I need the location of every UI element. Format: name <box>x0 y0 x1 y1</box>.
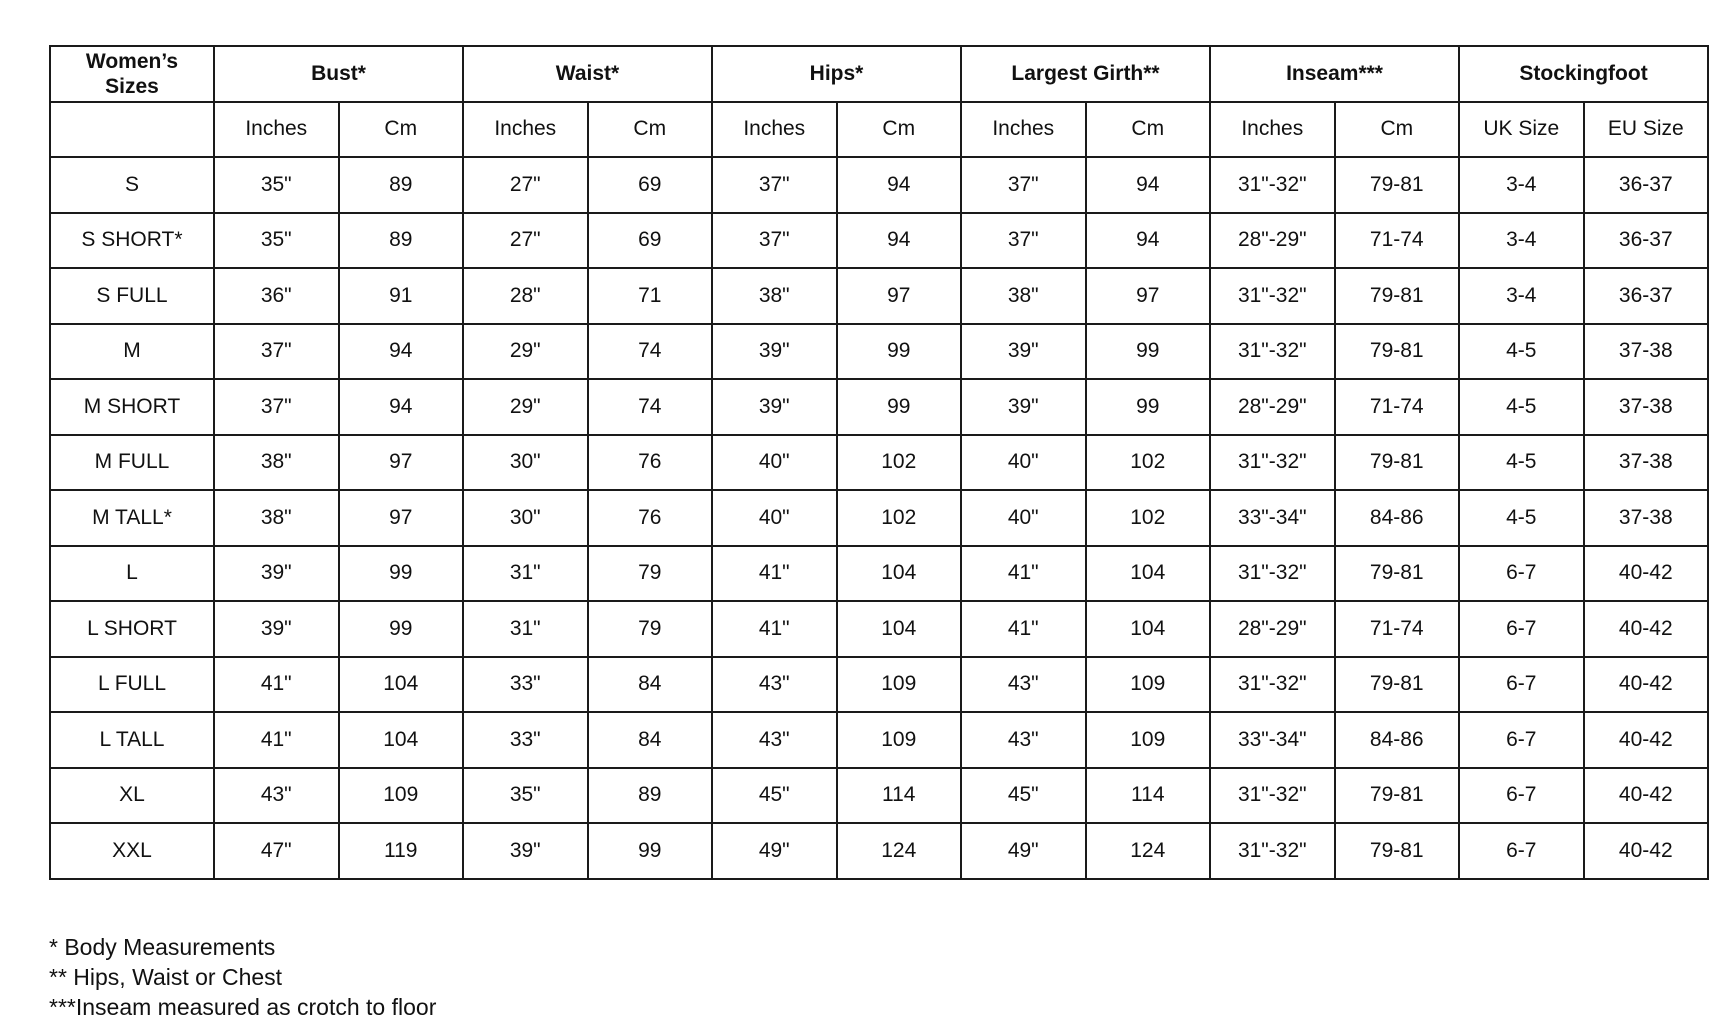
measurement-cell: 79-81 <box>1335 768 1460 824</box>
measurement-cell: 33"-34" <box>1210 490 1335 546</box>
table-row <box>50 768 1708 824</box>
measurement-cell: 99 <box>339 546 464 602</box>
measurement-cell: 35" <box>214 157 339 213</box>
measurement-cell: 6-7 <box>1459 823 1584 879</box>
measurement-cell: 94 <box>339 379 464 435</box>
measurement-cell: 79 <box>588 546 713 602</box>
measurement-cell: 99 <box>588 823 713 879</box>
measurement-cell: 37" <box>712 213 837 269</box>
measurement-cell: 94 <box>339 324 464 380</box>
measurement-cell: 49" <box>961 823 1086 879</box>
measurement-cell: 31"-32" <box>1210 157 1335 213</box>
measurement-cell: 114 <box>837 768 962 824</box>
table-row <box>50 657 1708 713</box>
measurement-cell: 39" <box>463 823 588 879</box>
measurement-cell: 39" <box>214 546 339 602</box>
unit-header: Inches <box>712 102 837 158</box>
measurement-cell: 94 <box>837 157 962 213</box>
measurement-cell: 41" <box>961 546 1086 602</box>
measurement-cell: 38" <box>712 268 837 324</box>
unit-header: Cm <box>339 102 464 158</box>
measurement-cell: 40" <box>712 490 837 546</box>
measurement-cell: 69 <box>588 213 713 269</box>
measurement-cell: 71-74 <box>1335 379 1460 435</box>
measurement-cell: 43" <box>712 712 837 768</box>
measurement-cell: 28" <box>463 268 588 324</box>
measurement-cell: 79-81 <box>1335 546 1460 602</box>
measurement-cell: 38" <box>961 268 1086 324</box>
measurement-cell: 47" <box>214 823 339 879</box>
measurement-cell: 40" <box>961 435 1086 491</box>
group-header-inseam: Inseam*** <box>1210 46 1459 102</box>
measurement-cell: 4-5 <box>1459 379 1584 435</box>
corner-header <box>50 46 214 102</box>
corner-label-line2: Sizes <box>105 74 159 98</box>
footnotes <box>49 932 436 1022</box>
footnote-largest-girth: ** Hips, Waist or Chest <box>49 964 283 990</box>
measurement-cell: 84 <box>588 712 713 768</box>
measurement-cell: 38" <box>214 435 339 491</box>
measurement-cell: 40" <box>712 435 837 491</box>
measurement-cell: 124 <box>1086 823 1211 879</box>
measurement-cell: 39" <box>961 379 1086 435</box>
measurement-cell: 3-4 <box>1459 213 1584 269</box>
measurement-cell: 40-42 <box>1584 823 1709 879</box>
measurement-cell: 37" <box>214 324 339 380</box>
measurement-cell: 40" <box>961 490 1086 546</box>
size-label: M TALL* <box>50 490 214 546</box>
measurement-cell: 27" <box>463 157 588 213</box>
measurement-cell: 91 <box>339 268 464 324</box>
group-header-bust: Bust* <box>214 46 463 102</box>
measurement-cell: 6-7 <box>1459 712 1584 768</box>
size-label: S FULL <box>50 268 214 324</box>
size-label: L TALL <box>50 712 214 768</box>
unit-header: Inches <box>214 102 339 158</box>
measurement-cell: 97 <box>837 268 962 324</box>
measurement-cell: 39" <box>712 324 837 380</box>
measurement-cell: 99 <box>837 379 962 435</box>
measurement-cell: 102 <box>1086 435 1211 491</box>
measurement-cell: 30" <box>463 435 588 491</box>
measurement-cell: 71-74 <box>1335 601 1460 657</box>
measurement-cell: 89 <box>588 768 713 824</box>
measurement-cell: 37-38 <box>1584 490 1709 546</box>
measurement-cell: 74 <box>588 324 713 380</box>
corner-label-line1: Women’s <box>85 49 179 73</box>
table-row <box>50 712 1708 768</box>
measurement-cell: 84-86 <box>1335 712 1460 768</box>
measurement-cell: 35" <box>463 768 588 824</box>
measurement-cell: 6-7 <box>1459 657 1584 713</box>
measurement-cell: 31" <box>463 546 588 602</box>
measurement-cell: 6-7 <box>1459 768 1584 824</box>
measurement-cell: 4-5 <box>1459 435 1584 491</box>
measurement-cell: 104 <box>837 546 962 602</box>
measurement-cell: 79-81 <box>1335 823 1460 879</box>
measurement-cell: 104 <box>339 712 464 768</box>
measurement-cell: 37-38 <box>1584 379 1709 435</box>
measurement-cell: 41" <box>214 712 339 768</box>
unit-header-row <box>50 102 1708 158</box>
measurement-cell: 6-7 <box>1459 601 1584 657</box>
measurement-cell: 79 <box>588 601 713 657</box>
measurement-cell: 94 <box>1086 213 1211 269</box>
measurement-cell: 36-37 <box>1584 157 1709 213</box>
table-row <box>50 546 1708 602</box>
measurement-cell: 28"-29" <box>1210 379 1335 435</box>
measurement-cell: 102 <box>837 435 962 491</box>
measurement-cell: 76 <box>588 490 713 546</box>
measurement-cell: 109 <box>837 712 962 768</box>
measurement-cell: 3-4 <box>1459 157 1584 213</box>
footnote-inseam: ***Inseam measured as crotch to floor <box>49 994 437 1020</box>
measurement-cell: 49" <box>712 823 837 879</box>
measurement-cell: 39" <box>712 379 837 435</box>
measurement-cell: 97 <box>1086 268 1211 324</box>
measurement-cell: 40-42 <box>1584 601 1709 657</box>
measurement-cell: 114 <box>1086 768 1211 824</box>
measurement-cell: 79-81 <box>1335 157 1460 213</box>
measurement-cell: 99 <box>339 601 464 657</box>
measurement-cell: 84 <box>588 657 713 713</box>
measurement-cell: 31"-32" <box>1210 268 1335 324</box>
group-header-hips: Hips* <box>712 46 961 102</box>
measurement-cell: 43" <box>961 712 1086 768</box>
unit-header: Inches <box>961 102 1086 158</box>
measurement-cell: 104 <box>1086 601 1211 657</box>
measurement-cell: 45" <box>712 768 837 824</box>
unit-header-empty <box>50 102 214 158</box>
measurement-cell: 99 <box>837 324 962 380</box>
table-row <box>50 379 1708 435</box>
measurement-cell: 27" <box>463 213 588 269</box>
measurement-cell: 40-42 <box>1584 657 1709 713</box>
measurement-cell: 104 <box>1086 546 1211 602</box>
measurement-cell: 37" <box>961 157 1086 213</box>
measurement-cell: 40-42 <box>1584 546 1709 602</box>
size-label: XXL <box>50 823 214 879</box>
measurement-cell: 71 <box>588 268 713 324</box>
measurement-cell: 40-42 <box>1584 768 1709 824</box>
size-label: M <box>50 324 214 380</box>
measurement-cell: 109 <box>837 657 962 713</box>
measurement-cell: 33" <box>463 712 588 768</box>
measurement-cell: 6-7 <box>1459 546 1584 602</box>
table-row <box>50 823 1708 879</box>
measurement-cell: 36" <box>214 268 339 324</box>
measurement-cell: 99 <box>1086 379 1211 435</box>
measurement-cell: 37" <box>712 157 837 213</box>
measurement-cell: 33"-34" <box>1210 712 1335 768</box>
measurement-cell: 31"-32" <box>1210 768 1335 824</box>
group-header-stockingfoot: Stockingfoot <box>1459 46 1708 102</box>
measurement-cell: 41" <box>712 546 837 602</box>
measurement-cell: 39" <box>214 601 339 657</box>
table-row <box>50 490 1708 546</box>
measurement-cell: 76 <box>588 435 713 491</box>
measurement-cell: 4-5 <box>1459 324 1584 380</box>
measurement-cell: 94 <box>837 213 962 269</box>
table-row <box>50 435 1708 491</box>
measurement-cell: 40-42 <box>1584 712 1709 768</box>
size-label: L <box>50 546 214 602</box>
measurement-cell: 41" <box>712 601 837 657</box>
measurement-cell: 71-74 <box>1335 213 1460 269</box>
table-row <box>50 157 1708 213</box>
measurement-cell: 84-86 <box>1335 490 1460 546</box>
measurement-cell: 43" <box>961 657 1086 713</box>
table-row <box>50 601 1708 657</box>
measurement-cell: 39" <box>961 324 1086 380</box>
measurement-cell: 79-81 <box>1335 435 1460 491</box>
measurement-cell: 89 <box>339 213 464 269</box>
measurement-cell: 43" <box>712 657 837 713</box>
table-row <box>50 268 1708 324</box>
measurement-cell: 38" <box>214 490 339 546</box>
unit-header: Cm <box>1335 102 1460 158</box>
measurement-cell: 97 <box>339 490 464 546</box>
measurement-cell: 124 <box>837 823 962 879</box>
measurement-cell: 31"-32" <box>1210 546 1335 602</box>
measurement-cell: 28"-29" <box>1210 213 1335 269</box>
footnote-body-measurements: * Body Measurements <box>49 934 276 960</box>
measurement-cell: 97 <box>339 435 464 491</box>
unit-header: EU Size <box>1584 102 1709 158</box>
measurement-cell: 74 <box>588 379 713 435</box>
size-chart-table <box>49 45 1709 880</box>
size-label: L SHORT <box>50 601 214 657</box>
measurement-cell: 102 <box>1086 490 1211 546</box>
measurement-cell: 37-38 <box>1584 435 1709 491</box>
measurement-cell: 29" <box>463 379 588 435</box>
measurement-cell: 36-37 <box>1584 268 1709 324</box>
group-header-largest-girth: Largest Girth** <box>961 46 1210 102</box>
unit-header: Cm <box>837 102 962 158</box>
size-label: M SHORT <box>50 379 214 435</box>
measurement-cell: 4-5 <box>1459 490 1584 546</box>
measurement-cell: 109 <box>339 768 464 824</box>
group-header-waist: Waist* <box>463 46 712 102</box>
measurement-cell: 109 <box>1086 657 1211 713</box>
unit-header: UK Size <box>1459 102 1584 158</box>
unit-header: Cm <box>588 102 713 158</box>
measurement-cell: 99 <box>1086 324 1211 380</box>
size-label: M FULL <box>50 435 214 491</box>
measurement-cell: 35" <box>214 213 339 269</box>
measurement-cell: 3-4 <box>1459 268 1584 324</box>
measurement-cell: 43" <box>214 768 339 824</box>
measurement-cell: 45" <box>961 768 1086 824</box>
unit-header: Inches <box>1210 102 1335 158</box>
measurement-cell: 30" <box>463 490 588 546</box>
group-header-row <box>50 46 1708 102</box>
unit-header: Inches <box>463 102 588 158</box>
measurement-cell: 102 <box>837 490 962 546</box>
measurement-cell: 104 <box>339 657 464 713</box>
unit-header: Cm <box>1086 102 1211 158</box>
measurement-cell: 31"-32" <box>1210 657 1335 713</box>
size-rows <box>50 157 1708 879</box>
measurement-cell: 89 <box>339 157 464 213</box>
measurement-cell: 28"-29" <box>1210 601 1335 657</box>
measurement-cell: 37" <box>961 213 1086 269</box>
size-label: L FULL <box>50 657 214 713</box>
measurement-cell: 79-81 <box>1335 324 1460 380</box>
measurement-cell: 31"-32" <box>1210 435 1335 491</box>
measurement-cell: 69 <box>588 157 713 213</box>
measurement-cell: 79-81 <box>1335 657 1460 713</box>
size-label: XL <box>50 768 214 824</box>
measurement-cell: 41" <box>961 601 1086 657</box>
measurement-cell: 41" <box>214 657 339 713</box>
measurement-cell: 104 <box>837 601 962 657</box>
table-row <box>50 324 1708 380</box>
measurement-cell: 109 <box>1086 712 1211 768</box>
measurement-cell: 36-37 <box>1584 213 1709 269</box>
size-label: S SHORT* <box>50 213 214 269</box>
measurement-cell: 37" <box>214 379 339 435</box>
measurement-cell: 31"-32" <box>1210 823 1335 879</box>
measurement-cell: 119 <box>339 823 464 879</box>
measurement-cell: 31"-32" <box>1210 324 1335 380</box>
measurement-cell: 31" <box>463 601 588 657</box>
measurement-cell: 33" <box>463 657 588 713</box>
size-label: S <box>50 157 214 213</box>
measurement-cell: 37-38 <box>1584 324 1709 380</box>
measurement-cell: 94 <box>1086 157 1211 213</box>
measurement-cell: 79-81 <box>1335 268 1460 324</box>
table-row <box>50 213 1708 269</box>
measurement-cell: 29" <box>463 324 588 380</box>
